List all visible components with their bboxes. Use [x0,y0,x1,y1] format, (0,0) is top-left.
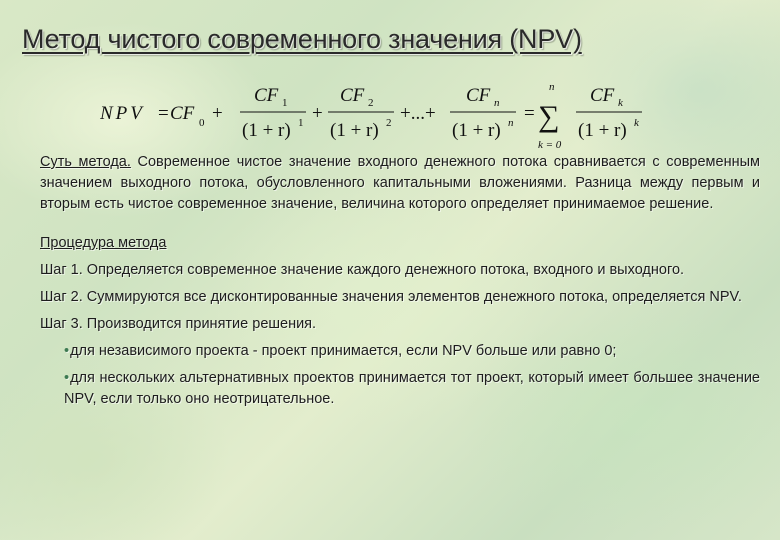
formula-cf2: CF [340,85,365,106]
formula-pow-2: 2 [386,117,392,129]
formula-cfn-sub: n [494,97,500,109]
formula-denom-k: (1 + r) [578,120,627,141]
formula-denom-n: (1 + r) [452,120,501,141]
step-2: Шаг 2. Суммируются все дисконтированные значения элементов денежного потока, определяется NPV. [40,289,742,305]
formula-equals: = [158,103,169,124]
formula-ellipsis: +...+ [400,103,436,124]
formula-pow-k: k [634,117,639,129]
essence-text: Современное чистое значение входного денежного потока сравнивается с современным значением выходного потока, обусловленного капитальными вложениями. Разница между первым и вторым есть чистое современное значение, величина которого определяет принимаемое решение. [40,154,760,212]
decision-list [40,341,760,410]
step-1: Шаг 1. Определяется современное значение каждого денежного потока, входного и выходного. [40,262,685,278]
formula-cf0-sub: 0 [199,117,205,129]
bullet-icon: • [64,343,70,359]
list-item [64,341,760,362]
formula-sum-top: n [549,81,555,93]
formula-cfk-sub: k [618,97,623,109]
formula-cf1-sub: 1 [282,97,288,109]
content-body [40,152,760,416]
formula-pow-1: 1 [298,117,304,129]
formula-cfn: CF [466,85,491,106]
formula-npv: NPV [100,103,145,124]
formula-plus-1: + [212,103,223,124]
formula-sum-bottom: k = 0 [538,139,562,151]
list-item [64,368,760,410]
step-3: Шаг 3. Производится принятие решения. [40,316,317,332]
formula-plus-2: + [312,103,323,124]
formula-cf1: CF [254,85,279,106]
formula-cfk: CF [590,85,615,106]
essence-paragraph [40,152,760,215]
formula-pow-n: n [508,117,514,129]
formula-sigma-icon: ∑ [538,100,560,133]
formula-denom-1: (1 + r) [242,120,291,141]
formula-cf2-sub: 2 [368,97,374,109]
procedure-heading: Процедура метода [40,235,167,251]
formula-denom-2: (1 + r) [330,120,379,141]
bullet-text-2: для нескольких альтернативных проектов принимается тот проект, который имеет большее значение NPV, если только оно неотрицательное. [64,370,760,407]
bullet-text-1: для независимого проекта - проект принимается, если NPV больше или равно 0; [70,343,617,359]
page-title: Метод чистого современного значения (NPV) [22,24,582,54]
formula-cf0: CF [170,103,195,124]
formula-equals-2: = [524,103,535,124]
npv-formula [100,76,660,156]
essence-label: Суть метода. [40,154,131,170]
bullet-icon: • [64,370,70,386]
